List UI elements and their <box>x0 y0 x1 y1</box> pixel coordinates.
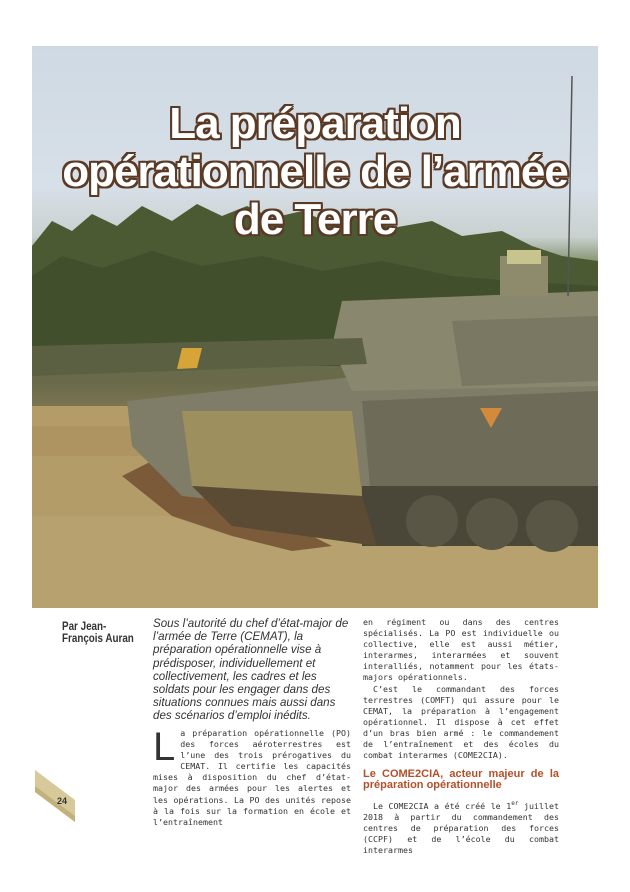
lead-paragraph: Sous l’autorité du chef d’état-major de l’armée de Terre (CEMAT), la préparation opérationnelle vise à prédisposer, individuellement et collectivement, les cadres et les soldats pour les engager dans des situations connues mais aussi dans des scénarios d’emploi inédits. <box>153 617 349 723</box>
superscript-er: er <box>511 800 519 808</box>
body-paragraph-2: en régiment ou dans des centres spécialisés. La PO est individuelle ou collective, elle est aussi métier, interarmes, interarmées et souvent interalliés, notamment pour les états-majors opérationnels. <box>363 617 559 683</box>
title-line-1: La préparation <box>169 99 461 148</box>
drop-cap: L <box>153 725 176 769</box>
body-paragraph-1: a préparation opérationnelle (PO) des forces aéroterrestres est l’une des trois prérogatives du CEMAT. Il certifie les capacités mises à disposition du chef d’état-major des armées pour les alertes et les opérations. La PO des unités repose à la fois sur la formation en école et l’entraînement <box>153 728 351 827</box>
body-paragraph-4-start: Le COME2CIA a été créé le 1 <box>373 800 512 811</box>
hero-photo-tank <box>32 46 598 608</box>
title-line-3: de Terre <box>233 195 397 244</box>
page-number: 24 <box>57 796 68 806</box>
title-line-2: opérationnelle de l’armée <box>62 147 568 196</box>
body-paragraph-4 <box>363 798 559 856</box>
body-column-2 <box>363 617 559 856</box>
section-subheading: Le COME2CIA, acteur majeur de la préparation opérationnelle <box>363 768 559 792</box>
author-byline: Par Jean-François Auran <box>62 619 134 645</box>
body-paragraph-3: C’est le commandant des forces terrestres (COMFT) qui assure pour le CEMAT, la préparation à l’engagement opérationnel. Il dispose à cet effet d’un bras bien armé : le commandement de l’entraînement et des écoles du combat interarmes (COME2CIA). <box>363 683 559 761</box>
article-title <box>32 100 598 244</box>
body-paragraph-4-end: juillet 2018 à partir du commandement des centres de préparation des forces (CCPF) et de l’école du combat interarmes <box>363 800 559 856</box>
body-column-1 <box>153 725 351 828</box>
page-number-tab <box>35 770 75 822</box>
